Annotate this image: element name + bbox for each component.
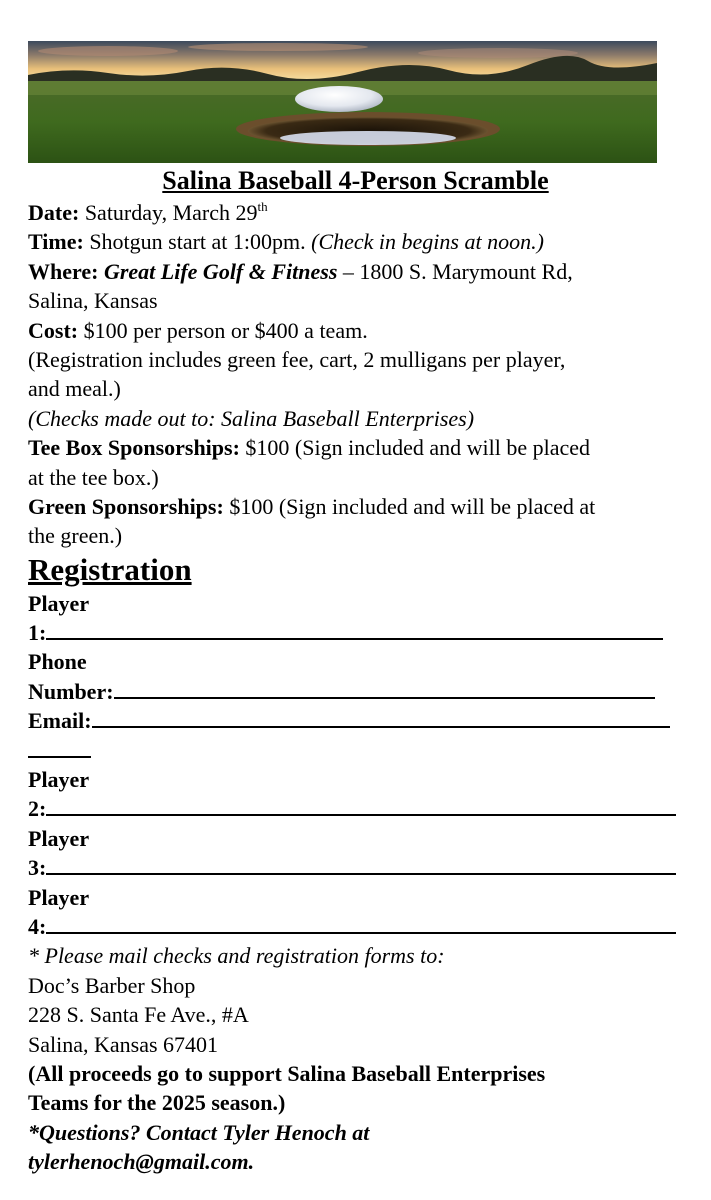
tee-value-2: at the tee box.) (28, 464, 159, 490)
date-label: Date: (28, 200, 80, 225)
player3-field[interactable] (28, 853, 688, 882)
player1-blank-line[interactable] (46, 620, 663, 640)
player4-label-a: Player (28, 884, 90, 910)
green-value-1: $100 (Sign included and will be placed at (229, 493, 596, 519)
player1-field[interactable] (28, 618, 688, 647)
mail-city: Salina, Kansas 67401 (28, 1031, 219, 1057)
mail-name: Doc’s Barber Shop (28, 972, 196, 998)
time-value: Shotgun start at 1:00pm. (89, 229, 306, 255)
player3-label-a: Player (28, 825, 90, 851)
player1-label-b: 1: (28, 620, 47, 646)
phone-field[interactable] (28, 677, 688, 706)
where-venue: Great Life Golf & Fitness (103, 258, 338, 284)
cost-value: $100 per person or $400 a team. (83, 317, 368, 343)
player4-label-b: 4: (28, 913, 47, 939)
player4-blank-line[interactable] (46, 914, 676, 934)
proceeds-line-1: (All proceeds go to support Salina Baseball Enterprises (28, 1060, 546, 1086)
phone-blank-line[interactable] (114, 679, 655, 699)
cost-line (28, 316, 688, 345)
where-line (28, 257, 688, 286)
registration-heading: Registration (28, 551, 192, 587)
green-value-2: the green.) (28, 523, 123, 549)
player2-label-b: 2: (28, 796, 47, 822)
date-value: Saturday, March 29 (84, 200, 258, 225)
tee-label: Tee Box Sponsorships: (28, 435, 240, 461)
email-field-continuation[interactable] (28, 736, 688, 765)
includes-line-1: (Registration includes green fee, cart, 2 mulligans per player, (28, 346, 566, 372)
player3-blank-line[interactable] (46, 855, 676, 875)
cost-label: Cost: (28, 317, 79, 343)
player3-label-b: 3: (28, 855, 47, 881)
where-label: Where: (28, 258, 99, 284)
time-note: (Check in begins at noon.) (311, 229, 544, 255)
player2-blank-line[interactable] (46, 796, 676, 816)
phone-label-a: Phone (28, 649, 87, 675)
where-address-2: Salina, Kansas (28, 288, 158, 314)
date-line (28, 198, 688, 227)
questions-text-1: *Questions? Contact Tyler Henoch at (28, 1119, 370, 1145)
email-field[interactable] (28, 706, 688, 735)
tee-value-1: $100 (Sign included and will be placed (245, 435, 591, 461)
player2-label-a: Player (28, 767, 90, 793)
player2-field[interactable] (28, 794, 688, 823)
includes-line-2: and meal.) (28, 376, 121, 402)
player4-field[interactable] (28, 912, 688, 941)
date-suffix: th (257, 199, 268, 214)
tee-sponsorship-line (28, 433, 688, 462)
green-label: Green Sponsorships: (28, 493, 224, 519)
green-sponsorship-line (28, 492, 688, 521)
mail-instruction-text: * Please mail checks and registration forms to: (28, 943, 445, 969)
proceeds-line-2: Teams for the 2025 season.) (28, 1090, 286, 1116)
player1-label-a: Player (28, 590, 90, 616)
mail-instruction (28, 941, 688, 970)
email-label: Email: (28, 708, 92, 734)
golf-banner-image (28, 41, 657, 163)
contact-email-link[interactable]: tylerhenoch@gmail.com. (28, 1149, 255, 1175)
checks-note-text: (Checks made out to: Salina Baseball Enterprises) (28, 405, 475, 431)
checks-note (28, 404, 688, 433)
questions-line-2 (28, 1147, 688, 1176)
time-line (28, 227, 688, 256)
email-blank-line[interactable] (92, 708, 670, 728)
email-blank-line-2[interactable] (28, 738, 91, 758)
where-address-1: – 1800 S. Marymount Rd, (342, 258, 573, 284)
mail-street: 228 S. Santa Fe Ave., #A (28, 1002, 249, 1028)
questions-line-1 (28, 1118, 688, 1147)
flyer-content (28, 198, 688, 1177)
phone-label-b: Number: (28, 678, 114, 704)
page-title: Salina Baseball 4-Person Scramble (162, 166, 549, 195)
time-label: Time: (28, 229, 84, 255)
